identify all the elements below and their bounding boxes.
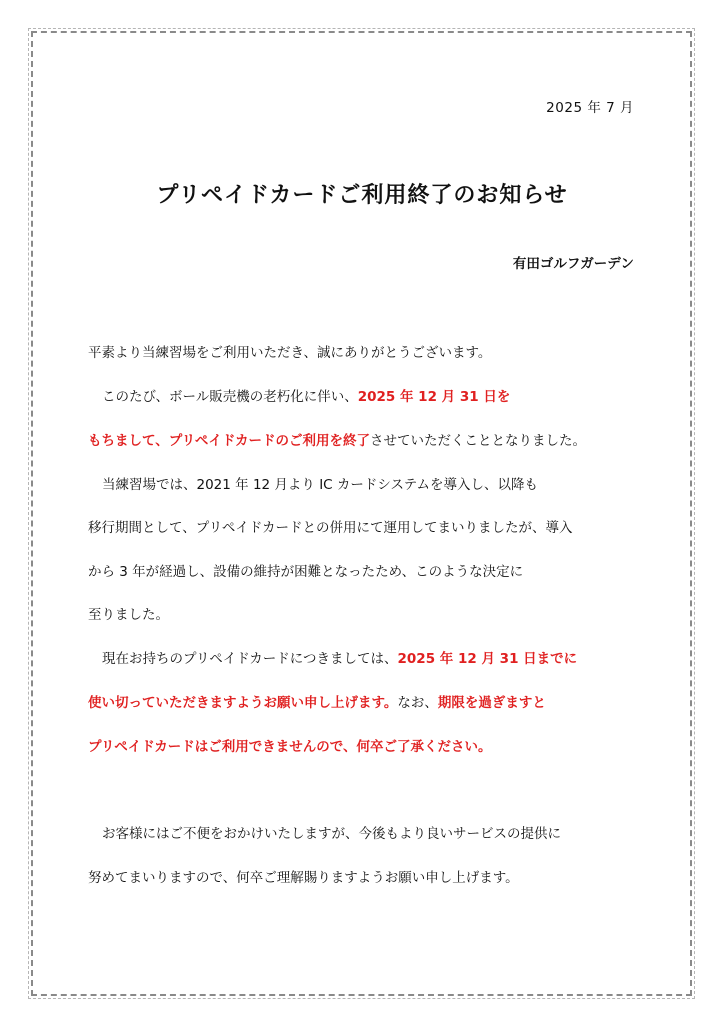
closing-text-2: 努めてまいりますので、何卒ご理解賜りますようお願い申し上げます。 [88,870,519,886]
notice-title: プリペイドカードご利用終了のお知らせ [156,183,568,208]
request-text: 現在お持ちのプリペイドカードにつきましては、 [102,651,398,667]
deadline-emphasis: 2025 年 12 月 31 日までに [397,651,578,667]
background-line-3 [88,560,523,580]
announcement-text: このたび、ボール販売機の老朽化に伴い、 [102,389,358,405]
request-note-text: なお、 [397,695,438,711]
announcement-line-1 [102,385,510,405]
background-text-2: 移行期間として、プリペイドカードとの併用にて運用してまいりましたが、導入 [88,520,573,536]
closing-line-2 [88,866,519,886]
greeting-line [88,341,491,361]
closing-text-1: お客様にはご不便をおかけいたしますが、今後もより良いサービスの提供に [102,826,561,842]
closing-line-1 [102,822,561,842]
card-unusable-emphasis: プリペイドカードはご利用できませんので、何卒ご了承ください。 [88,739,492,755]
request-line-2 [88,691,546,711]
background-line-4 [88,603,169,623]
dashed-page-border [31,31,692,996]
background-line-1 [102,473,538,493]
end-date-emphasis: 2025 年 12 月 31 日を [357,389,511,405]
request-line-3 [88,735,492,755]
request-line-1 [102,647,577,667]
use-up-request-emphasis: 使い切っていただきますようお願い申し上げます。 [88,695,398,711]
end-of-service-emphasis: もちまして、プリペイドカードのご利用を終了 [88,433,371,449]
background-text-4: 至りました。 [88,607,169,623]
organization-name: 有田ゴルフガーデン [512,256,634,272]
announcement-line-2 [88,429,586,449]
background-text-3: から 3 年が経過し、設備の維持が困難となったため、このような決定に [88,564,524,580]
background-line-2 [88,516,573,536]
after-deadline-emphasis: 期限を過ぎますと [437,695,546,711]
notice-date: 2025 年 7 月 [546,100,634,116]
announcement-text-end: させていただくこととなりました。 [370,433,587,449]
background-text-1: 当練習場では、2021 年 12 月より IC カードシステムを導入し、以降も [102,477,539,493]
greeting-text: 平素より当練習場をご利用いただき、誠にありがとうございます。 [88,345,492,361]
